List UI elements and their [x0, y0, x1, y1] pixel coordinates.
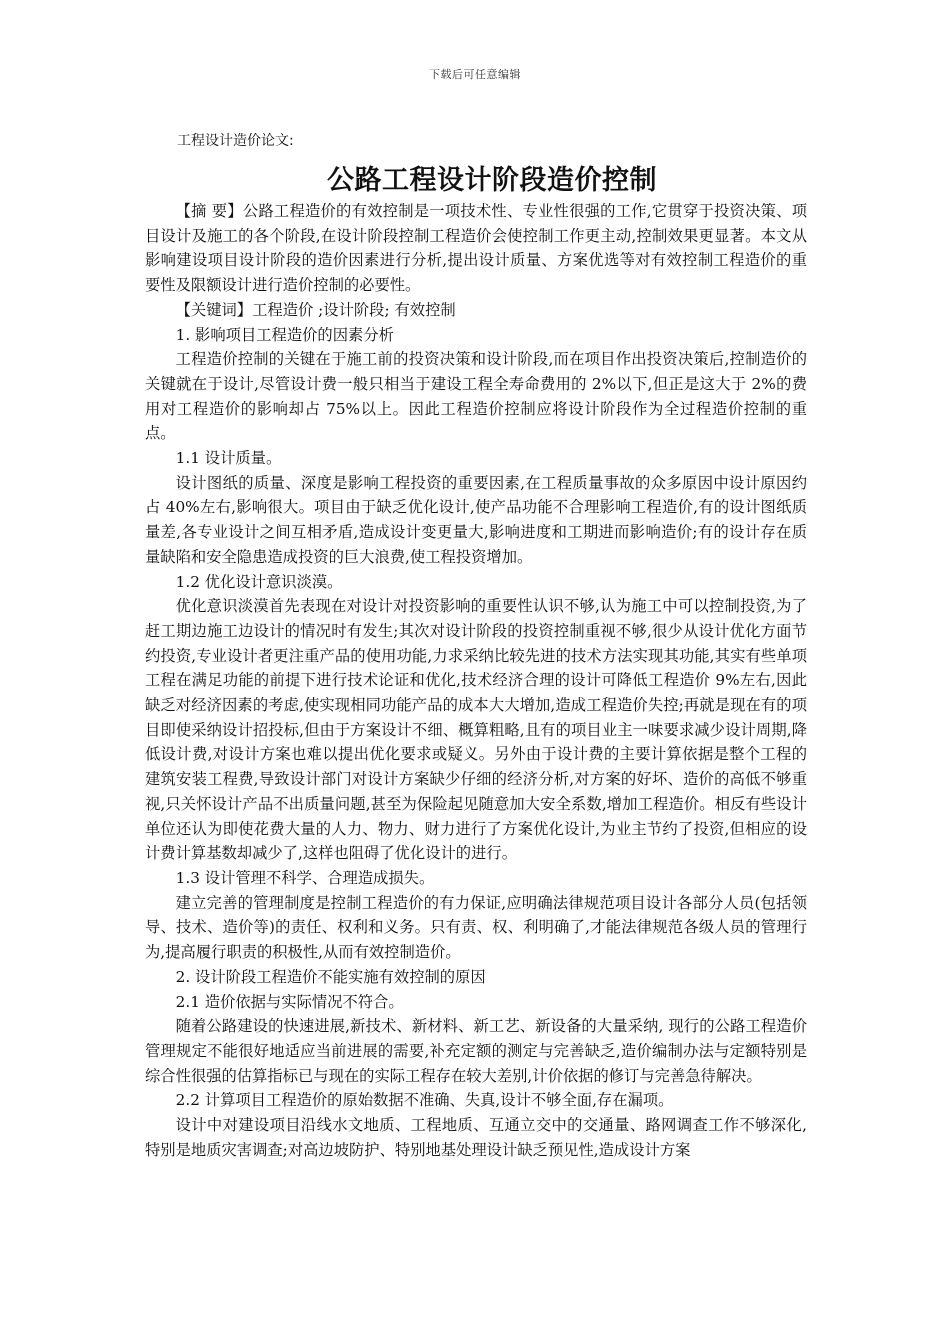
body-paragraph: 建立完善的管理制度是控制工程造价的有力保证,应明确法律规范项目设计各部分人员(包括领导、技术、造价等)的责任、权利和义务。只有责、权、利明确了,才能法律规范各级人员的管理行为,提高履行职责的积极性,从而有效控制造价。 — [145, 893, 807, 962]
subsection-heading: 2.2 计算项目工程造价的原始数据不准确、失真,设计不够全面,存在漏项。 — [175, 1091, 674, 1110]
header-note: 下载后可任意编辑 — [429, 68, 521, 81]
subsection-heading: 1.2 优化设计意识淡漠。 — [175, 572, 343, 591]
document-title: 公路工程设计阶段造价控制 — [327, 165, 657, 196]
body-paragraph: 设计中对建设项目沿线水文地质、工程地质、互通立交中的交通量、路网调查工作不够深化,特别是地质灾害调查;对高边坡防护、特别地基处理设计缺乏预见性,造成设计方案 — [145, 1116, 807, 1159]
category-label: 工程设计造价论文: — [177, 133, 294, 149]
body-paragraph: 随着公路建设的快速进展,新技术、新材料、新工艺、新设备的大量采纳, 现行的公路工程造价管理规定不能很好地适应当前进展的需要,补充定额的测定与完善缺乏,造价编制办法与定额特别是综合性很强的估算指标已与现在的实际工程存在较大差别,计价依据的修订与完善急待解决。 — [145, 1017, 807, 1085]
subsection-heading: 1.1 设计质量。 — [175, 449, 282, 468]
body-paragraph: 工程造价控制的关键在于施工前的投资决策和设计阶段,而在项目作出投资决策后,控制造价的关键就在于设计,尽管设计费一般只相当于建设工程全寿命费用的 2%以下,但正是这大于 2%的费用对工程造价的影响却占 75%以上。因此工程造价控制应将设计阶段作为全过程造价控制的重点。 — [145, 350, 807, 443]
keywords-line: 【关键词】工程造价 ;设计阶段; 有效控制 — [175, 300, 456, 319]
subsection-heading: 2.1 造价依据与实际情况不符合。 — [175, 992, 404, 1011]
document-body — [145, 199, 807, 1162]
body-paragraph: 设计图纸的质量、深度是影响工程投资的重要因素,在工程质量事故的众多原因中设计原因约占 40%左右,影响很大。项目由于缺乏优化设计,使产品功能不合理影响工程造价,有的设计图纸质量差,各专业设计之间互相矛盾,造成设计变更量大,影响进度和工期进而影响造价;有的设计存在质量缺陷和安全隐患造成投资的巨大浪费,使工程投资增加。 — [145, 473, 807, 566]
body-paragraph: 优化意识淡漠首先表现在对设计对投资影响的重要性认识不够,认为施工中可以控制投资,为了赶工期边施工边设计的情况时有发生;其次对设计阶段的投资控制重视不够,很少从设计优化方面节约投资,专业设计者更注重产品的使用功能,力求采纳比较先进的技术方法实现其功能,其实有些单项工程在满足功能的前提下进行技术论证和优化,技术经济合理的设计可降低工程造价 9%左右,因此缺乏对经济因素的考虑,使实现相同功能产品的成本大大增加,造成工程造价失控;再就是现在有的项目即使采纳设计招投标,但由于方案设计不细、概算粗略,且有的项目业主一味要求减少设计周期,降低设计费,对设计方案也难以提出优化要求或疑义。另外由于设计费的主要计算依据是整个工程的建筑安装工程费,导致设计部门对设计方案缺少仔细的经济分析,对方案的好坏、造价的高低不够重视,只关怀设计产品不出质量问题,甚至为保险起见随意加大安全系数,增加工程造价。相反有些设计单位还认为即使花费大量的人力、物力、财力进行了方案优化设计,为业主节约了投资,但相应的设计费计算基数却减少了,这样也阻碍了优化设计的进行。 — [145, 597, 807, 863]
section-heading: 1. 影响项目工程造价的因素分析 — [175, 325, 394, 344]
abstract-paragraph: 【摘 要】公路工程造价的有效控制是一项技术性、专业性很强的工作,它贯穿于投资决策、项目设计及施工的各个阶段,在设计阶段控制工程造价会使控制工作更主动,控制效果更显著。本文从影响建设项目设计阶段的造价因素进行分析,提出设计质量、方案优选等对有效控制工程造价的重要性及限额设计进行造价控制的必要性。 — [145, 202, 807, 295]
section-heading: 2. 设计阶段工程造价不能实施有效控制的原因 — [175, 967, 486, 986]
subsection-heading: 1.3 设计管理不科学、合理造成损失。 — [175, 868, 435, 887]
